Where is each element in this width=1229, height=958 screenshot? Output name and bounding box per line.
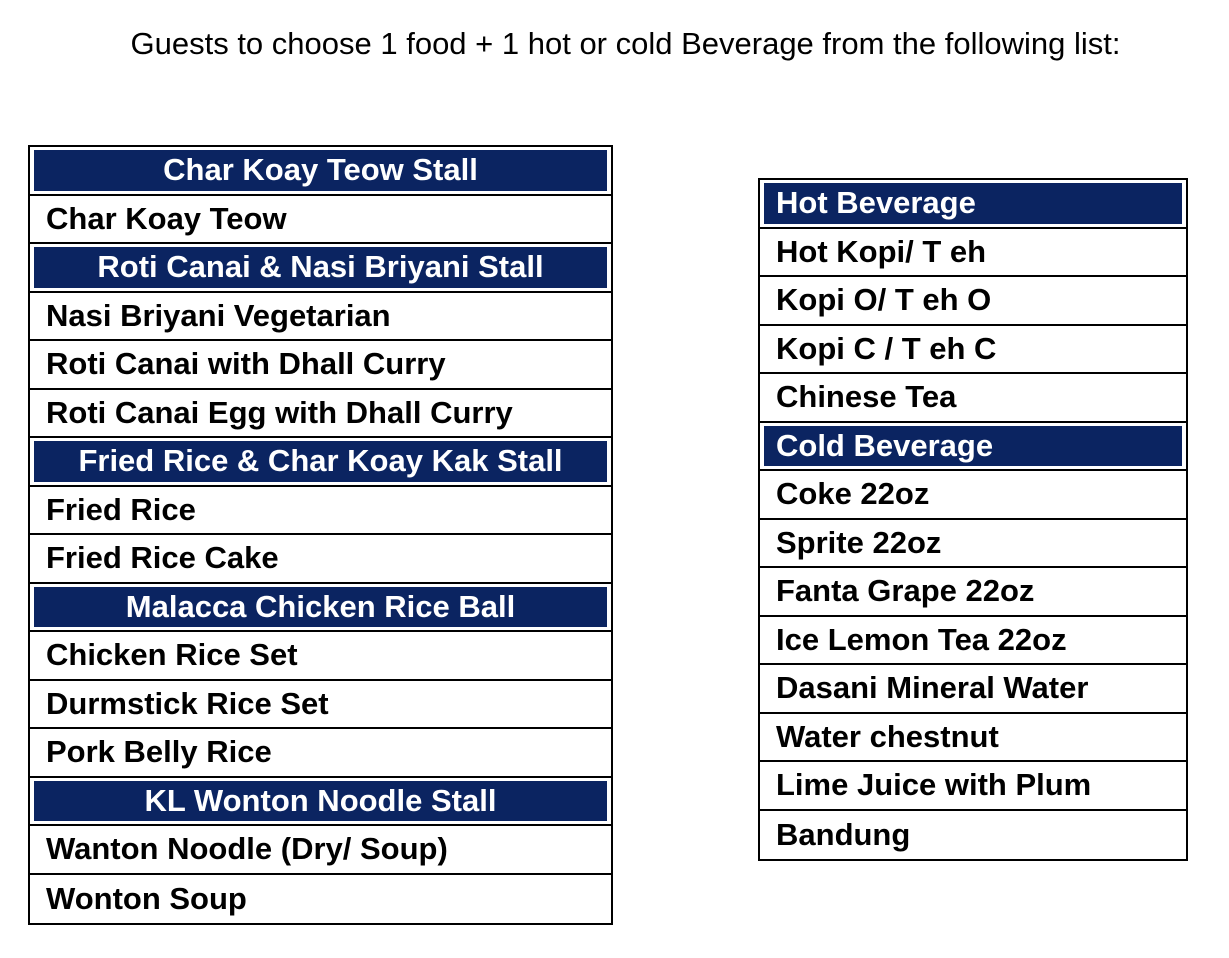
menu-item-chinese-tea: Chinese Tea <box>760 374 1186 423</box>
menu-item-fried-rice: Fried Rice <box>30 487 611 536</box>
menu-item-lime-juice-with-plum: Lime Juice with Plum <box>760 762 1186 811</box>
menu-item-hot-kopi-t-eh: Hot Kopi/ T eh <box>760 229 1186 278</box>
section-header-roti-canai-nasi-briyani-stall: Roti Canai & Nasi Briyani Stall <box>30 244 611 293</box>
menu-item-ice-lemon-tea-22oz: Ice Lemon Tea 22oz <box>760 617 1186 666</box>
food-menu-table <box>28 145 613 925</box>
menu-item-dasani-mineral-water: Dasani Mineral Water <box>760 665 1186 714</box>
menu-item-kopi-o-t-eh-o: Kopi O/ T eh O <box>760 277 1186 326</box>
menu-item-kopi-c-t-eh-c: Kopi C / T eh C <box>760 326 1186 375</box>
menu-item-pork-belly-rice: Pork Belly Rice <box>30 729 611 778</box>
menu-item-coke-22oz: Coke 22oz <box>760 471 1186 520</box>
menu-item-roti-canai-with-dhall-curry: Roti Canai with Dhall Curry <box>30 341 611 390</box>
section-header-char-koay-teow-stall: Char Koay Teow Stall <box>30 147 611 196</box>
menu-item-fried-rice-cake: Fried Rice Cake <box>30 535 611 584</box>
menu-item-wanton-noodle-dry-soup: Wanton Noodle (Dry/ Soup) <box>30 826 611 875</box>
menu-item-fanta-grape-22oz: Fanta Grape 22oz <box>760 568 1186 617</box>
section-header-fried-rice-char-koay-kak-stall: Fried Rice & Char Koay Kak Stall <box>30 438 611 487</box>
menu-item-water-chestnut: Water chestnut <box>760 714 1186 763</box>
menu-item-chicken-rice-set: Chicken Rice Set <box>30 632 611 681</box>
section-header-kl-wonton-noodle-stall: KL Wonton Noodle Stall <box>30 778 611 827</box>
menu-item-char-koay-teow: Char Koay Teow <box>30 196 611 245</box>
menu-item-sprite-22oz: Sprite 22oz <box>760 520 1186 569</box>
menu-item-wonton-soup: Wonton Soup <box>46 880 247 916</box>
menu-item-roti-canai-egg-with-dhall-curry: Roti Canai Egg with Dhall Curry <box>30 390 611 439</box>
menu-item-nasi-briyani-vegetarian: Nasi Briyani Vegetarian <box>30 293 611 342</box>
menu-item-durmstick-rice-set: Durmstick Rice Set <box>30 681 611 730</box>
section-header-hot-beverage: Hot Beverage <box>760 180 1186 229</box>
section-header-cold-beverage: Cold Beverage <box>760 423 1186 472</box>
section-header-malacca-chicken-rice-ball: Malacca Chicken Rice Ball <box>30 584 611 633</box>
beverage-menu-table <box>758 178 1188 861</box>
instruction-text: Guests to choose 1 food + 1 hot or cold Beverage from the following list: <box>130 26 1121 61</box>
menu-item-bandung: Bandung <box>776 816 911 852</box>
